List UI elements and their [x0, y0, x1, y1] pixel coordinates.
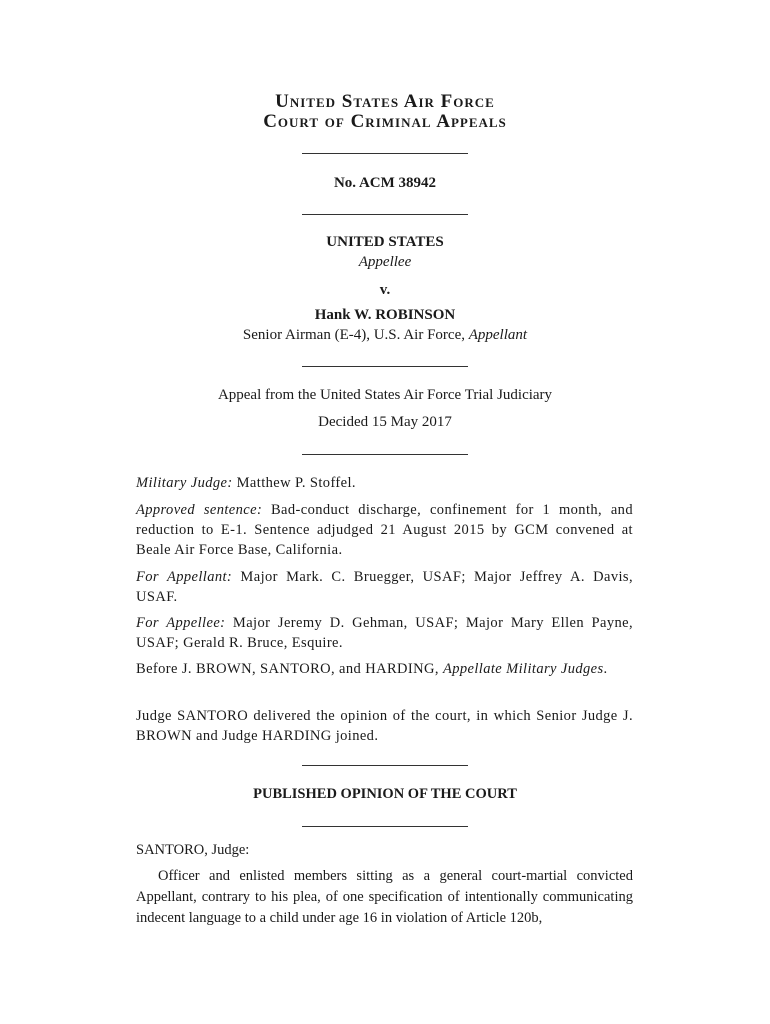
divider-rule [302, 153, 468, 154]
military-judge-label: Military Judge: [136, 475, 233, 491]
approved-sentence-value: Bad-conduct discharge, confinement for 1 month, and reduction to E-1. Sentence adjudged 21 August 2015 by GCM convened at Beale Air Force Base, California. [136, 502, 633, 558]
for-appellant [136, 567, 633, 607]
appellee-role: Appellee [358, 254, 412, 270]
for-appellee-value: Major Jeremy D. Gehman, USAF; Major Mary Ellen Payne, USAF; Gerald R. Bruce, Esquire. [136, 615, 633, 651]
panel-judges-role: Appellate Military Judges [442, 661, 604, 677]
opinion-delivered: Judge SANTORO delivered the opinion of the court, in which Senior Judge J. BROWN and Judge HARDING joined. [136, 708, 633, 744]
appellant-rank: Senior Airman (E-4), U.S. Air Force, [242, 327, 469, 343]
court-name-line1: United States Air Force [275, 91, 495, 112]
opinion-paragraph: Officer and enlisted members sitting as a general court-martial convicted Appellant, contrary to his plea, of one specification of intentionally communicating indecent language to a child under age 16 in violation of Article 120b, [136, 868, 633, 926]
panel-judges [136, 659, 633, 679]
appellant-description [0, 327, 770, 344]
appellant-role: Appellant [468, 327, 528, 343]
appeal-from: Appeal from the United States Air Force Trial Judiciary [217, 387, 553, 403]
case-number: No. ACM 38942 [333, 175, 437, 191]
divider-rule [302, 826, 468, 827]
for-appellee [136, 613, 633, 653]
divider-rule [302, 454, 468, 455]
divider-rule [302, 366, 468, 367]
approved-sentence [136, 500, 633, 560]
opinion-heading: PUBLISHED OPINION OF THE COURT [253, 786, 517, 802]
military-judge-value: Matthew P. Stoffel. [232, 475, 356, 491]
decided-date: Decided 15 May 2017 [318, 414, 452, 430]
military-judge [136, 473, 633, 493]
approved-sentence-label: Approved sentence: [136, 502, 263, 518]
for-appellant-label: For Appellant: [136, 569, 233, 585]
panel-judges-end: . [603, 661, 608, 677]
for-appellee-label: For Appellee: [136, 615, 226, 631]
opinion-author: SANTORO, Judge: [136, 842, 250, 858]
versus: v. [379, 282, 391, 298]
panel-judges-text: Before J. BROWN, SANTORO, and HARDING, [136, 661, 443, 677]
divider-rule [302, 765, 468, 766]
appellant-name: Hank W. ROBINSON [314, 307, 456, 323]
divider-rule [302, 214, 468, 215]
for-appellant-value: Major Mark. C. Bruegger, USAF; Major Jeffrey A. Davis, USAF. [136, 569, 633, 605]
appellee-name: UNITED STATES [326, 234, 444, 250]
court-name-line2: Court of Criminal Appeals [263, 111, 507, 132]
